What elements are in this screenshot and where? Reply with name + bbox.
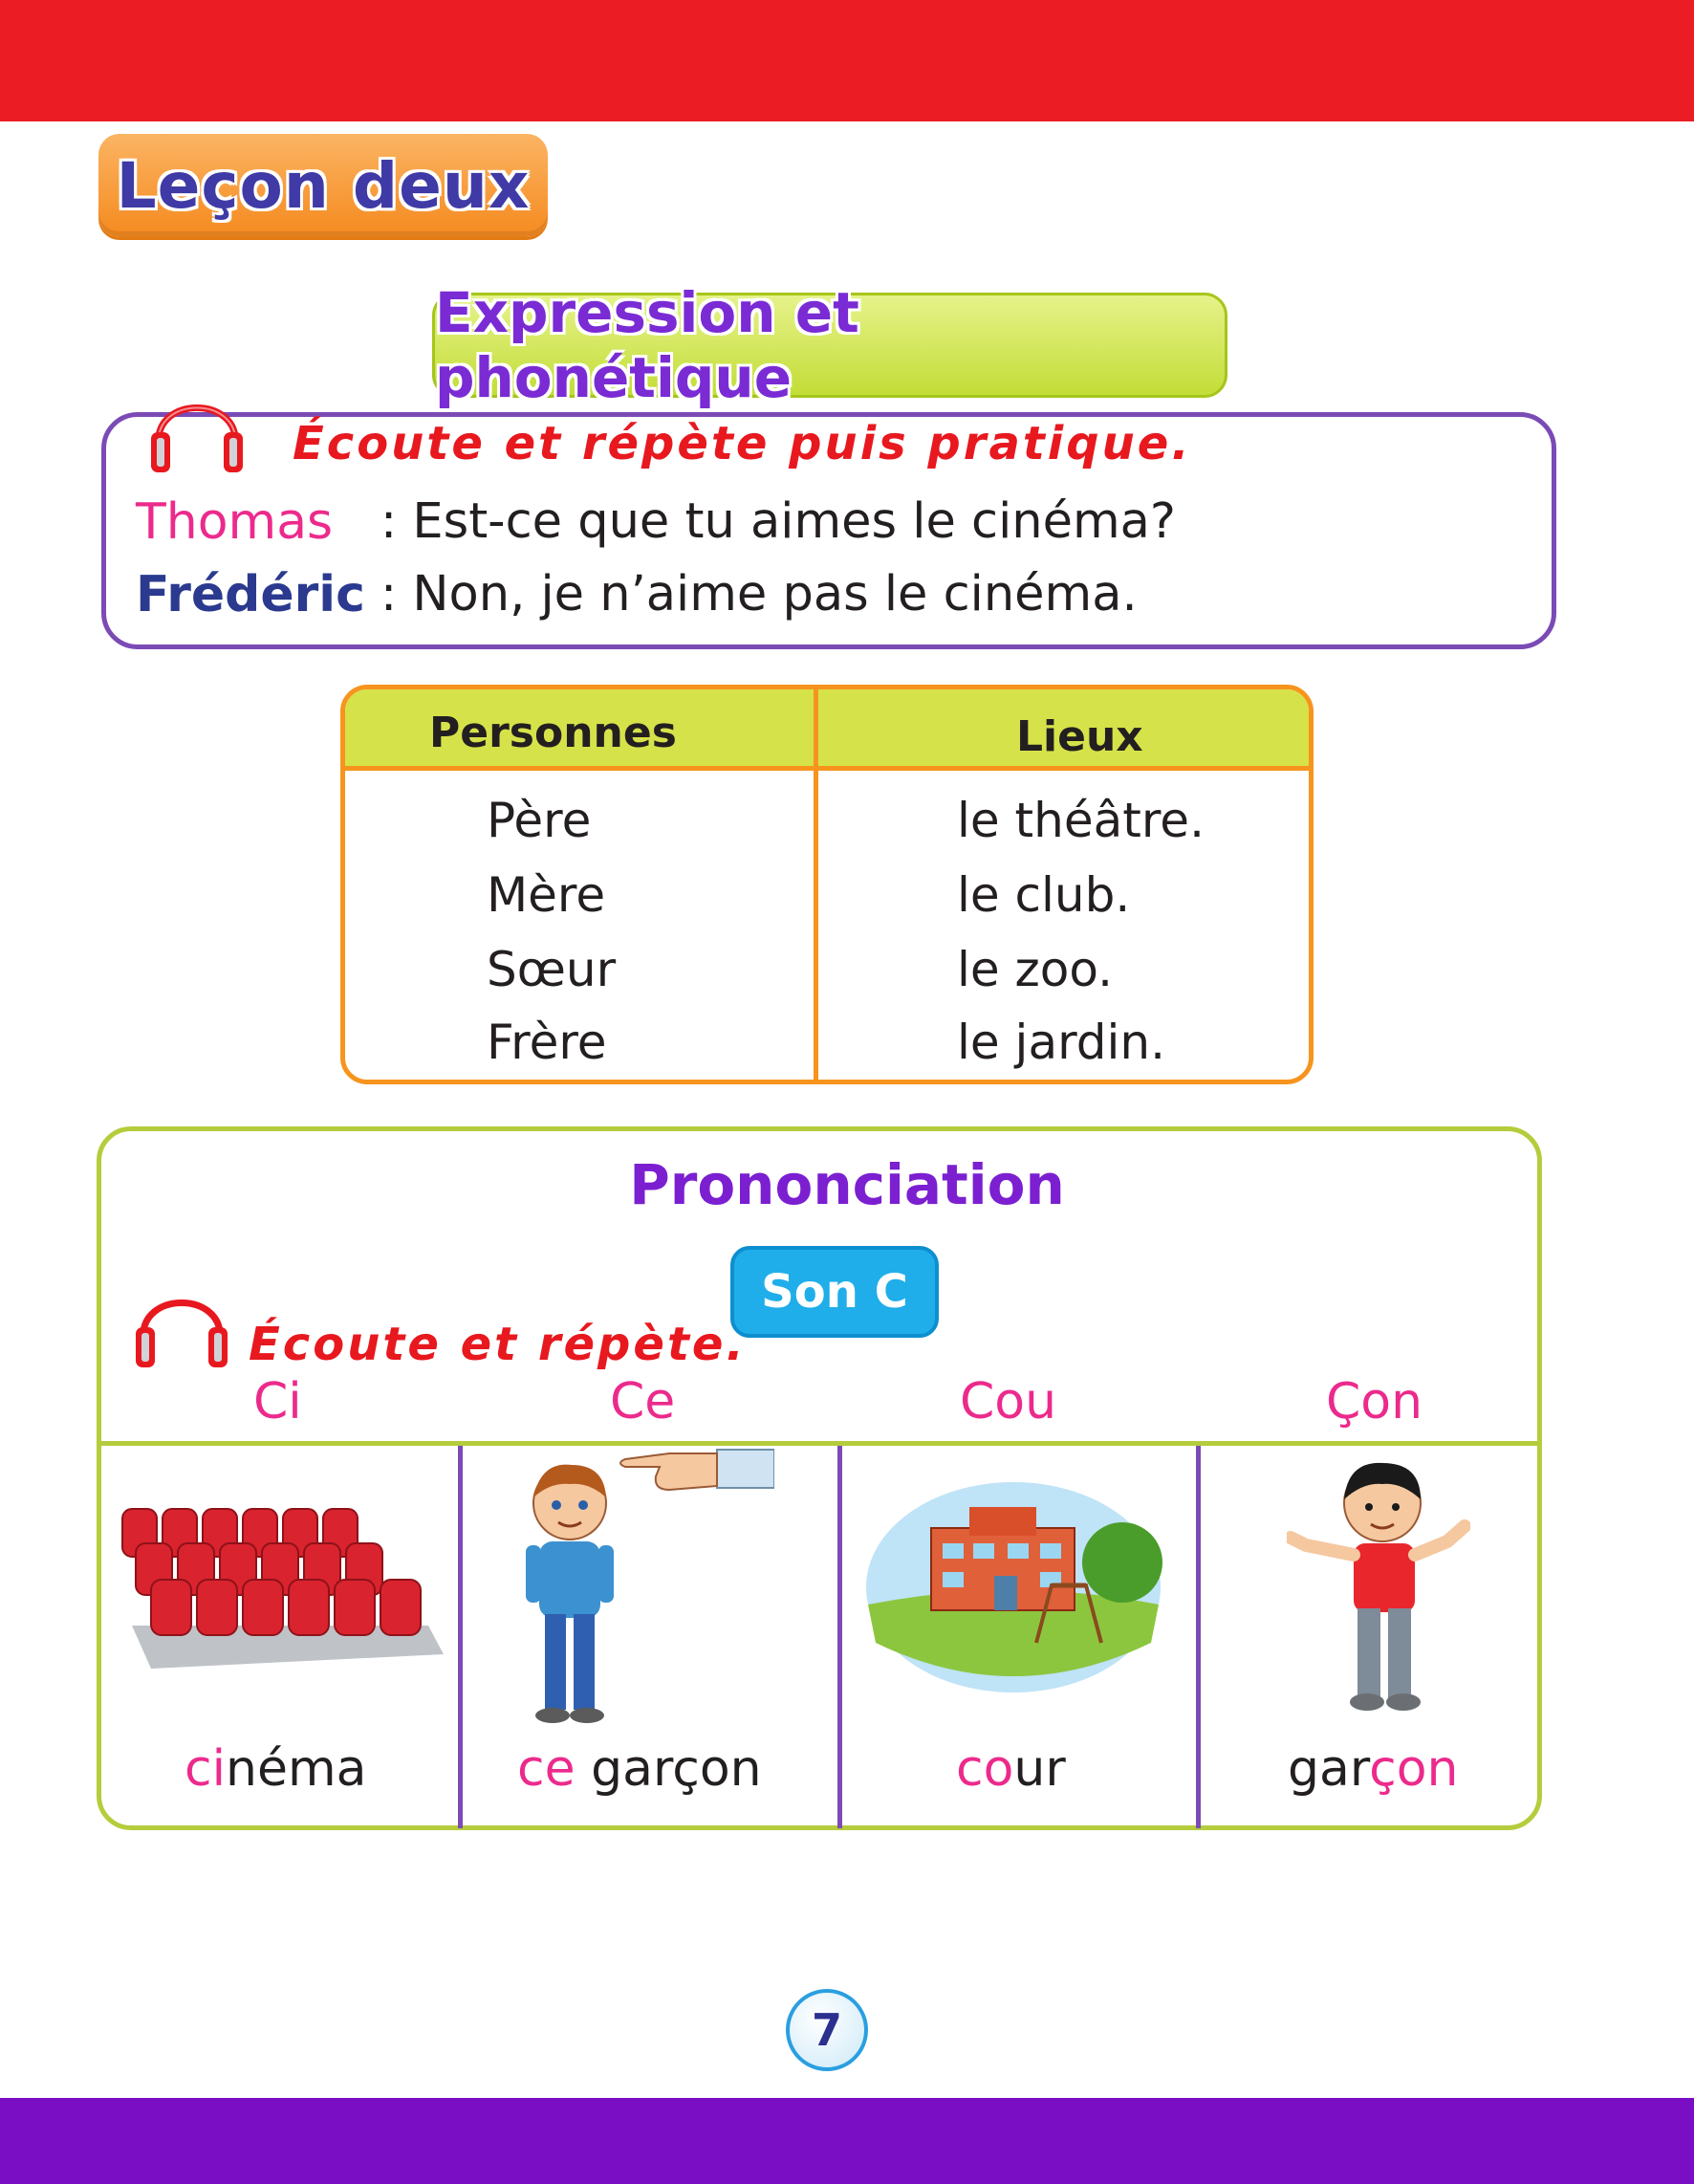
boy-standing-image [512,1453,627,1731]
table-cell: le théâtre. [957,793,1205,848]
dialogue-instruction: Écoute et répète puis pratique. [293,417,1192,470]
syllable-ce: Ce [610,1373,676,1431]
grid-column-divider [458,1446,463,1828]
top-color-bar [0,0,1694,121]
son-badge-label: Son C [761,1265,908,1319]
dialogue-line-1: : Est-ce que tu aimes le cinéma? [380,493,1176,550]
table-cell: le club. [957,867,1131,923]
syllable-cou: Cou [960,1373,1057,1431]
syllable-con: Çon [1326,1373,1423,1431]
dialogue-line-2: : Non, je n’aime pas le cinéma. [380,566,1138,622]
section-title-badge [432,280,1227,410]
table-cell: Sœur [487,942,617,997]
word-cour: cour [956,1740,1066,1798]
syllable-ci: Ci [253,1373,302,1431]
lesson-title: Leçon deux [116,148,531,223]
page-number-badge [786,1989,868,2071]
vocabulary-table [340,685,1314,1084]
pronunciation-grid-line [99,1441,1539,1446]
speaker-frederic: Frédéric [136,566,365,623]
table-column-divider [814,689,818,1084]
bottom-color-bar [0,2098,1694,2184]
table-cell: Mère [487,867,606,923]
headphones-icon[interactable] [145,377,249,478]
pronunciation-title: Prononciation [629,1152,1065,1217]
table-cell: Père [487,793,592,848]
page-number: 7 [811,2004,842,2056]
word-garcon: garçon [1288,1740,1459,1798]
son-badge [730,1246,939,1338]
table-header-personnes: Personnes [429,709,677,757]
grid-column-divider [837,1446,842,1828]
cinema-seats-image [113,1501,444,1673]
school-yard-image [864,1480,1162,1694]
table-header-lieux: Lieux [1016,712,1143,761]
word-cinema: cinéma [185,1740,367,1798]
word-ce-garcon: ce garçon [517,1740,762,1798]
lesson-title-badge [98,134,548,237]
table-cell: le zoo. [957,942,1113,997]
table-cell: le jardin. [957,1015,1165,1070]
pointing-hand-image [612,1442,774,1505]
grid-column-divider [1196,1446,1201,1828]
table-cell: Frère [487,1015,607,1070]
headphones-icon[interactable] [130,1272,233,1373]
pronunciation-instruction: Écoute et répète. [249,1318,747,1371]
boy-open-arms-image [1287,1450,1470,1723]
speaker-thomas: Thomas [136,493,334,551]
section-title: Expression et phonétique [435,280,859,410]
